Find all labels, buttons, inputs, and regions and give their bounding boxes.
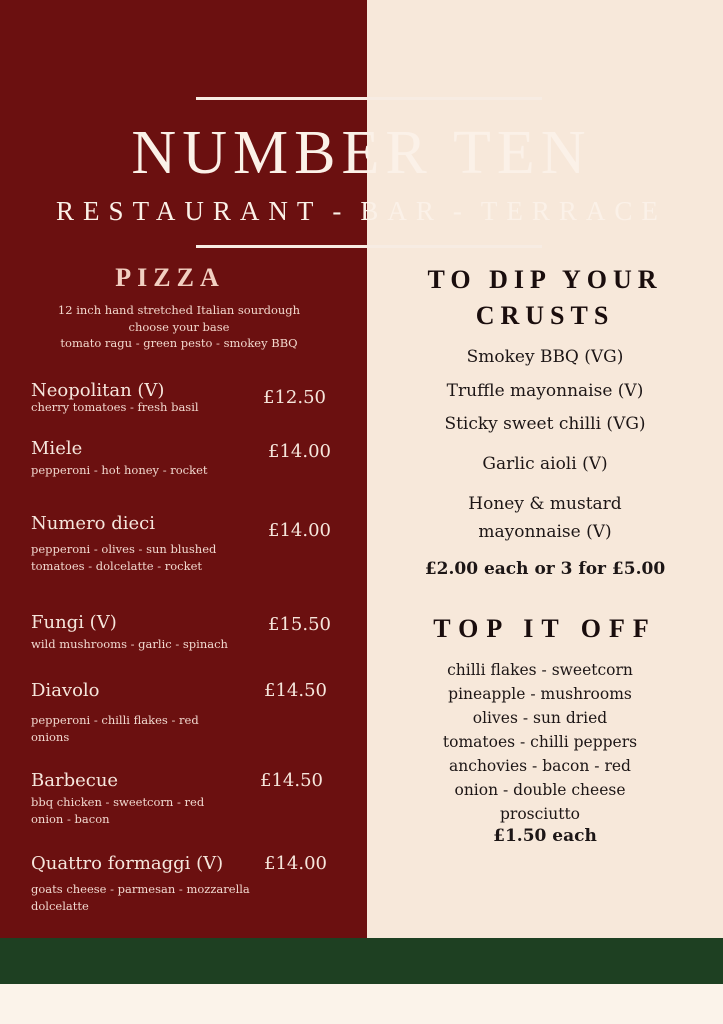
pizza-description: wild mushrooms - garlic - spinach (31, 637, 228, 651)
pizza-item-barbecue (31, 770, 331, 828)
pizza-name: Numero dieci (31, 513, 155, 534)
topping-line: chilli flakes - sweetcorn (447, 661, 633, 679)
pizza-name: Quattro formaggi (V) (31, 853, 224, 874)
header-rule-top (196, 97, 542, 100)
pizza-description: cherry tomatoes - fresh basil (31, 400, 199, 414)
tagline-restaurant: RESTAURANT (56, 196, 323, 226)
pizza-price: £14.00 (268, 441, 331, 462)
dip-item: mayonnaise (V) (478, 522, 612, 542)
pizza-item-fungi (31, 612, 331, 653)
bottom-strip (0, 984, 723, 1024)
pizza-intro-line: tomato ragu - green pesto - smokey BBQ (60, 336, 298, 350)
dip-item: Smokey BBQ (VG) (466, 347, 624, 367)
pizza-price: £14.50 (264, 680, 327, 701)
topping-line: pineapple - mushrooms (448, 685, 632, 703)
pizza-name: Barbecue (31, 770, 119, 791)
pizza-intro (20, 302, 338, 352)
dip-item: Honey & mustard (468, 494, 622, 514)
topping-line: olives - sun dried (472, 709, 608, 727)
pizza-item-quattro-formaggi (31, 853, 331, 915)
topping-line: onion - double cheese (454, 781, 626, 799)
pizza-price: £14.50 (260, 770, 323, 791)
dips-price: £2.00 each or 3 for £5.00 (424, 559, 666, 579)
toppings-price: £1.50 each (493, 826, 597, 846)
pizza-price: £15.50 (268, 614, 331, 635)
pizza-price: £12.50 (263, 387, 326, 408)
toppings-list (415, 658, 665, 826)
topping-line: prosciutto (499, 805, 581, 823)
pizza-heading: PIZZA (115, 263, 225, 292)
pizza-name: Diavolo (31, 680, 100, 701)
pizza-price: £14.00 (264, 853, 327, 874)
pizza-description: pepperoni - chilli flakes - red onions (31, 713, 199, 744)
pizza-price: £14.00 (268, 520, 331, 541)
restaurant-name: NUMBER TEN (131, 119, 592, 187)
dip-item: Truffle mayonnaise (V) (446, 381, 644, 401)
pizza-intro-line: choose your base (128, 319, 230, 334)
dip-item: Sticky sweet chilli (VG) (444, 414, 646, 434)
pizza-name: Fungi (V) (31, 612, 117, 633)
dips-heading-line: TO DIP YOUR (427, 265, 663, 294)
topping-line: tomatoes - chilli peppers (442, 733, 638, 751)
pizza-intro-line: 12 inch hand stretched Italian sourdough (57, 303, 301, 317)
pizza-item-miele (31, 438, 331, 479)
toppings-heading: TOP IT OFF (433, 614, 657, 643)
footer-band (0, 938, 723, 984)
pizza-item-diavolo (31, 680, 331, 746)
pizza-description: bbq chicken - sweetcorn - red onion - bacon (31, 795, 205, 826)
topping-line: anchovies - bacon - red (449, 757, 631, 775)
dips-heading-line: CRUSTS (475, 301, 615, 330)
header-rule-bottom (196, 245, 542, 248)
pizza-description: pepperoni - olives - sun blushed tomatoes - dolcelatte - rocket (31, 542, 217, 573)
pizza-name: Neopolitan (V) (31, 380, 165, 401)
tagline-bar: BAR (360, 196, 443, 226)
pizza-description: pepperoni - hot honey - rocket (31, 463, 208, 477)
dip-item: Garlic aioli (V) (482, 454, 608, 474)
restaurant-tagline: RESTAURANT - BAR - TERRACE (56, 196, 667, 226)
pizza-description: goats cheese - parmesan - mozzarella dolcelatte (31, 882, 250, 913)
pizza-item-numero-dieci (31, 513, 331, 575)
pizza-item-neopolitan (31, 380, 331, 416)
pizza-name: Miele (31, 438, 83, 459)
dips-heading (367, 262, 723, 334)
tagline-terrace: TERRACE (480, 196, 667, 226)
